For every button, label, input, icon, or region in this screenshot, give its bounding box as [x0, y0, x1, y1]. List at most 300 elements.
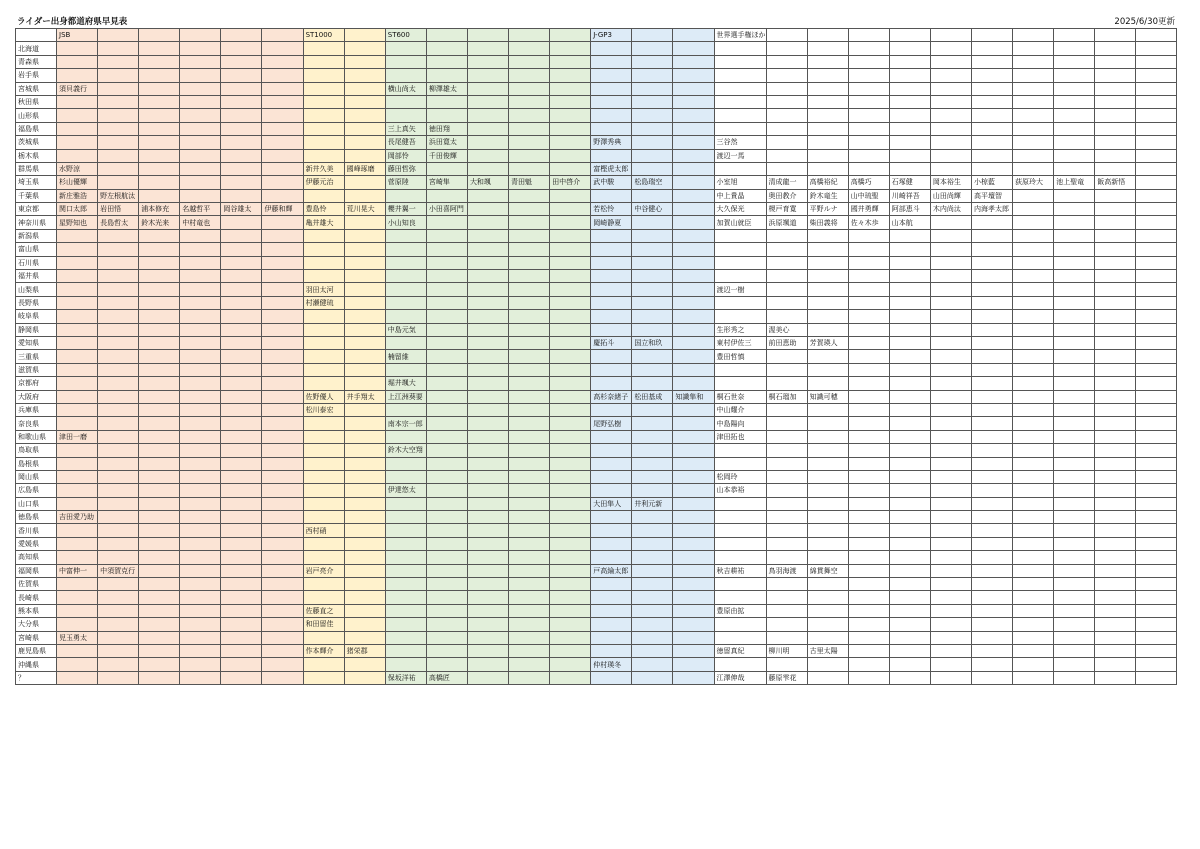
empty-cell [221, 149, 262, 162]
empty-cell [889, 323, 930, 336]
empty-cell [139, 162, 180, 175]
empty-cell [673, 203, 714, 216]
rider-name-cell: 豊田哲慎 [714, 350, 766, 363]
column-header-cell [1136, 29, 1177, 42]
rider-name-cell: 知識隼和 [673, 390, 714, 403]
empty-cell [930, 658, 971, 671]
empty-cell [509, 604, 550, 617]
empty-cell [889, 270, 930, 283]
empty-cell [344, 55, 385, 68]
empty-cell [673, 216, 714, 229]
empty-cell [1095, 564, 1136, 577]
empty-cell [385, 283, 426, 296]
empty-cell [180, 55, 221, 68]
empty-cell [591, 270, 632, 283]
prefecture-cell: 埼玉県 [16, 176, 57, 189]
table-row [16, 658, 1177, 671]
empty-cell [1095, 162, 1136, 175]
empty-cell [344, 403, 385, 416]
empty-cell [303, 377, 344, 390]
empty-cell [550, 189, 591, 202]
empty-cell [714, 631, 766, 644]
empty-cell [467, 511, 508, 524]
empty-cell [550, 122, 591, 135]
empty-cell [221, 444, 262, 457]
empty-cell [673, 524, 714, 537]
empty-cell [673, 189, 714, 202]
empty-cell [180, 537, 221, 550]
empty-cell [971, 216, 1012, 229]
empty-cell [98, 162, 139, 175]
empty-cell [1054, 109, 1095, 122]
table-row [16, 578, 1177, 591]
empty-cell [303, 82, 344, 95]
prefecture-cell: 長崎県 [16, 591, 57, 604]
empty-cell [591, 283, 632, 296]
empty-cell [509, 363, 550, 376]
empty-cell [1095, 109, 1136, 122]
empty-cell [971, 310, 1012, 323]
rider-name-cell: 中島陽向 [714, 417, 766, 430]
empty-cell [221, 55, 262, 68]
empty-cell [262, 310, 303, 323]
empty-cell [221, 256, 262, 269]
empty-cell [1136, 377, 1177, 390]
empty-cell [426, 390, 467, 403]
empty-cell [262, 444, 303, 457]
empty-cell [1013, 336, 1054, 349]
empty-cell [1054, 470, 1095, 483]
updated-date: 2025/6/30更新 [1114, 17, 1175, 27]
empty-cell [550, 511, 591, 524]
empty-cell [303, 671, 344, 684]
rider-name-cell: 秋吉耕祐 [714, 564, 766, 577]
rider-name-cell: 西村硝 [303, 524, 344, 537]
empty-cell [98, 524, 139, 537]
empty-cell [98, 591, 139, 604]
empty-cell [221, 176, 262, 189]
empty-cell [550, 497, 591, 510]
rider-name-cell: 杉山優輝 [57, 176, 98, 189]
empty-cell [971, 82, 1012, 95]
rider-name-cell: 古里太陽 [807, 644, 848, 657]
empty-cell [509, 69, 550, 82]
prefecture-cell: 石川県 [16, 256, 57, 269]
rider-name-cell: 村瀬健琉 [303, 296, 344, 309]
empty-cell [1013, 243, 1054, 256]
empty-cell [180, 243, 221, 256]
empty-cell [807, 604, 848, 617]
empty-cell [550, 243, 591, 256]
empty-cell [889, 604, 930, 617]
empty-cell [971, 457, 1012, 470]
empty-cell [467, 69, 508, 82]
empty-cell [766, 95, 807, 108]
empty-cell [385, 511, 426, 524]
empty-cell [467, 203, 508, 216]
empty-cell [673, 618, 714, 631]
empty-cell [971, 537, 1012, 550]
empty-cell [889, 430, 930, 443]
empty-cell [889, 82, 930, 95]
prefecture-cell: 山梨県 [16, 283, 57, 296]
empty-cell [344, 323, 385, 336]
empty-cell [930, 162, 971, 175]
empty-cell [632, 537, 673, 550]
empty-cell [591, 644, 632, 657]
empty-cell [467, 82, 508, 95]
empty-cell [673, 243, 714, 256]
empty-cell [221, 82, 262, 95]
empty-cell [467, 363, 508, 376]
rider-name-cell: 鈴木竜生 [807, 189, 848, 202]
empty-cell [1095, 216, 1136, 229]
empty-cell [848, 122, 889, 135]
table-row [16, 417, 1177, 430]
table-row [16, 551, 1177, 564]
empty-cell [344, 136, 385, 149]
empty-cell [180, 497, 221, 510]
empty-cell [303, 136, 344, 149]
prefecture-cell: 高知県 [16, 551, 57, 564]
empty-cell [1095, 618, 1136, 631]
empty-cell [385, 42, 426, 55]
empty-cell [807, 631, 848, 644]
empty-cell [1136, 109, 1177, 122]
empty-cell [766, 363, 807, 376]
empty-cell [848, 390, 889, 403]
empty-cell [221, 658, 262, 671]
empty-cell [1054, 336, 1095, 349]
empty-cell [426, 457, 467, 470]
empty-cell [889, 484, 930, 497]
empty-cell [344, 658, 385, 671]
empty-cell [180, 564, 221, 577]
rider-name-cell: 武中駿 [591, 176, 632, 189]
empty-cell [673, 537, 714, 550]
empty-cell [139, 604, 180, 617]
empty-cell [889, 591, 930, 604]
empty-cell [807, 403, 848, 416]
rider-table [15, 28, 1177, 685]
empty-cell [714, 243, 766, 256]
empty-cell [930, 256, 971, 269]
empty-cell [344, 578, 385, 591]
empty-cell [632, 484, 673, 497]
table-row [16, 136, 1177, 149]
empty-cell [807, 162, 848, 175]
empty-cell [509, 551, 550, 564]
empty-cell [673, 377, 714, 390]
prefecture-cell: 奈良県 [16, 417, 57, 430]
empty-cell [1054, 42, 1095, 55]
empty-cell [714, 363, 766, 376]
empty-cell [971, 42, 1012, 55]
empty-cell [807, 671, 848, 684]
empty-cell [807, 658, 848, 671]
table-row [16, 149, 1177, 162]
column-header-cell [262, 29, 303, 42]
empty-cell [509, 537, 550, 550]
empty-cell [1013, 42, 1054, 55]
empty-cell [344, 417, 385, 430]
rider-name-cell: 柳川明 [766, 644, 807, 657]
empty-cell [1136, 95, 1177, 108]
empty-cell [1095, 604, 1136, 617]
empty-cell [550, 283, 591, 296]
empty-cell [303, 511, 344, 524]
empty-cell [221, 189, 262, 202]
empty-cell [385, 95, 426, 108]
empty-cell [180, 229, 221, 242]
empty-cell [180, 122, 221, 135]
empty-cell [591, 403, 632, 416]
rider-name-cell: 鈴木大空翔 [385, 444, 426, 457]
empty-cell [673, 336, 714, 349]
empty-cell [673, 551, 714, 564]
rider-name-cell: 芳賀瑛人 [807, 336, 848, 349]
empty-cell [632, 604, 673, 617]
empty-cell [930, 497, 971, 510]
empty-cell [57, 42, 98, 55]
empty-cell [550, 323, 591, 336]
empty-cell [591, 444, 632, 457]
rider-name-cell: 伊達悠太 [385, 484, 426, 497]
empty-cell [57, 551, 98, 564]
empty-cell [221, 229, 262, 242]
empty-cell [1013, 55, 1054, 68]
empty-cell [509, 457, 550, 470]
empty-cell [930, 457, 971, 470]
empty-cell [303, 497, 344, 510]
empty-cell [766, 578, 807, 591]
empty-cell [344, 256, 385, 269]
rider-name-cell: 水野涼 [57, 162, 98, 175]
empty-cell [766, 658, 807, 671]
empty-cell [1136, 42, 1177, 55]
empty-cell [1095, 350, 1136, 363]
empty-cell [303, 591, 344, 604]
empty-cell [766, 377, 807, 390]
empty-cell [1054, 390, 1095, 403]
empty-cell [591, 82, 632, 95]
empty-cell [930, 69, 971, 82]
empty-cell [550, 363, 591, 376]
empty-cell [1054, 430, 1095, 443]
empty-cell [766, 631, 807, 644]
empty-cell [509, 55, 550, 68]
empty-cell [550, 336, 591, 349]
empty-cell [807, 618, 848, 631]
empty-cell [632, 524, 673, 537]
empty-cell [971, 55, 1012, 68]
prefecture-cell: 福井県 [16, 270, 57, 283]
empty-cell [1095, 403, 1136, 416]
empty-cell [1136, 122, 1177, 135]
empty-cell [467, 296, 508, 309]
rider-name-cell: 堀井颯大 [385, 377, 426, 390]
empty-cell [971, 564, 1012, 577]
empty-cell [807, 149, 848, 162]
empty-cell [303, 95, 344, 108]
empty-cell [550, 537, 591, 550]
prefecture-cell: 大阪府 [16, 390, 57, 403]
rider-name-cell: 徳留真紀 [714, 644, 766, 657]
empty-cell [467, 591, 508, 604]
empty-cell [807, 229, 848, 242]
empty-cell [1054, 604, 1095, 617]
empty-cell [139, 176, 180, 189]
empty-cell [344, 69, 385, 82]
empty-cell [98, 578, 139, 591]
empty-cell [303, 537, 344, 550]
empty-cell [98, 122, 139, 135]
table-row [16, 296, 1177, 309]
empty-cell [262, 229, 303, 242]
rider-name-cell: 浦本修充 [139, 203, 180, 216]
empty-cell [714, 377, 766, 390]
empty-cell [221, 310, 262, 323]
empty-cell [930, 644, 971, 657]
empty-cell [221, 484, 262, 497]
empty-cell [1136, 618, 1177, 631]
empty-cell [930, 631, 971, 644]
empty-cell [889, 658, 930, 671]
empty-cell [98, 283, 139, 296]
empty-cell [139, 564, 180, 577]
empty-cell [1095, 671, 1136, 684]
empty-cell [591, 42, 632, 55]
empty-cell [509, 524, 550, 537]
empty-cell [632, 618, 673, 631]
empty-cell [550, 136, 591, 149]
empty-cell [632, 350, 673, 363]
rider-name-cell: 奥田教介 [766, 189, 807, 202]
empty-cell [57, 671, 98, 684]
empty-cell [1013, 390, 1054, 403]
table-row [16, 644, 1177, 657]
empty-cell [303, 417, 344, 430]
empty-cell [57, 336, 98, 349]
empty-cell [848, 283, 889, 296]
empty-cell [1054, 644, 1095, 657]
empty-cell [591, 350, 632, 363]
empty-cell [180, 69, 221, 82]
empty-cell [509, 122, 550, 135]
column-header-cell [221, 29, 262, 42]
empty-cell [509, 229, 550, 242]
empty-cell [1095, 203, 1136, 216]
rider-name-cell: 桐石世奈 [714, 390, 766, 403]
empty-cell [426, 69, 467, 82]
empty-cell [930, 296, 971, 309]
prefecture-cell: 三重県 [16, 350, 57, 363]
table-row [16, 323, 1177, 336]
empty-cell [385, 363, 426, 376]
empty-cell [930, 109, 971, 122]
rider-name-cell: 菅原陸 [385, 176, 426, 189]
empty-cell [385, 564, 426, 577]
empty-cell [344, 524, 385, 537]
empty-cell [848, 658, 889, 671]
empty-cell [303, 578, 344, 591]
empty-cell [509, 591, 550, 604]
empty-cell [344, 216, 385, 229]
empty-cell [766, 470, 807, 483]
empty-cell [426, 631, 467, 644]
prefecture-cell: 青森県 [16, 55, 57, 68]
prefecture-cell: 東京都 [16, 203, 57, 216]
empty-cell [889, 243, 930, 256]
rider-name-cell: 加賀山就臣 [714, 216, 766, 229]
empty-cell [98, 644, 139, 657]
empty-cell [1095, 457, 1136, 470]
empty-cell [467, 162, 508, 175]
empty-cell [971, 270, 1012, 283]
empty-cell [1054, 162, 1095, 175]
empty-cell [1054, 310, 1095, 323]
empty-cell [889, 310, 930, 323]
column-header-cell [509, 29, 550, 42]
empty-cell [98, 270, 139, 283]
table-row [16, 444, 1177, 457]
empty-cell [1095, 310, 1136, 323]
empty-cell [1095, 283, 1136, 296]
empty-cell [426, 484, 467, 497]
column-header-cell [807, 29, 848, 42]
rider-name-cell: 星野知也 [57, 216, 98, 229]
rider-name-cell: 藤田哲弥 [385, 162, 426, 175]
empty-cell [467, 604, 508, 617]
empty-cell [807, 457, 848, 470]
empty-cell [426, 524, 467, 537]
empty-cell [971, 644, 1012, 657]
empty-cell [889, 256, 930, 269]
column-header-cell [1013, 29, 1054, 42]
rider-name-cell: 津田拓也 [714, 430, 766, 443]
empty-cell [467, 350, 508, 363]
prefecture-cell: 福岡県 [16, 564, 57, 577]
empty-cell [467, 55, 508, 68]
empty-cell [467, 270, 508, 283]
empty-cell [889, 524, 930, 537]
empty-cell [632, 189, 673, 202]
empty-cell [1013, 216, 1054, 229]
empty-cell [930, 377, 971, 390]
empty-cell [807, 323, 848, 336]
empty-cell [467, 336, 508, 349]
prefecture-cell: 京都府 [16, 377, 57, 390]
column-header-cell [344, 29, 385, 42]
empty-cell [1095, 631, 1136, 644]
empty-cell [632, 591, 673, 604]
empty-cell [509, 95, 550, 108]
empty-cell [98, 350, 139, 363]
empty-cell [766, 229, 807, 242]
table-row [16, 283, 1177, 296]
prefecture-cell: 長野県 [16, 296, 57, 309]
empty-cell [848, 604, 889, 617]
empty-cell [426, 497, 467, 510]
empty-cell [385, 497, 426, 510]
prefecture-cell: 神奈川県 [16, 216, 57, 229]
rider-name-cell: 慶拓斗 [591, 336, 632, 349]
empty-cell [139, 350, 180, 363]
empty-cell [807, 42, 848, 55]
empty-cell [1136, 336, 1177, 349]
empty-cell [262, 136, 303, 149]
empty-cell [807, 430, 848, 443]
